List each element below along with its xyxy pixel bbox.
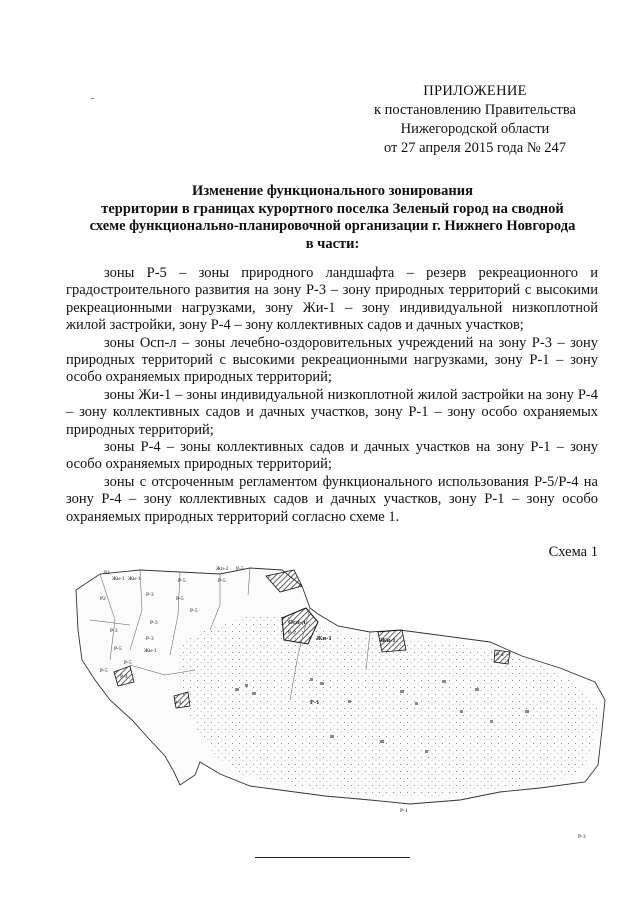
map-label: Р-4 — [120, 674, 128, 680]
appendix-line-2: Нижегородской области — [400, 121, 550, 137]
paragraph: зоны Жи-1 – зоны индивидуальной низкоплотной жилой застройки на зону Р-4 – зону коллективных садов и дачных участков, зону Р-1 – зону особо охраняемых природных территорий; — [66, 386, 598, 438]
map-label: Р2 — [100, 596, 106, 602]
map-label: Жи-1 — [128, 576, 141, 582]
footer-rule — [255, 857, 410, 858]
map-label: Р2 — [104, 570, 110, 576]
heading-line-3: схеме функционально-планировочной организации г. Нижнего Новгорода — [89, 218, 576, 234]
map-label: Р-5 — [178, 578, 186, 584]
heading-line-1: Изменение функционального зонирования — [192, 183, 473, 199]
map-label: Жи-1 — [316, 635, 332, 642]
heading-line-2: территории в границах курортного поселка Зеленый город на сводной — [101, 200, 564, 217]
map-label: Жи-1 — [112, 576, 125, 582]
map-label: Жи-2 — [216, 566, 229, 572]
paragraph: зоны Р-4 – зоны коллективных садов и дачных участков на зону Р-1 – зону особо охраняемых природных территорий; — [66, 439, 598, 473]
map-label: Р-4 — [496, 652, 504, 658]
map-label: Р-3 — [110, 628, 118, 634]
map-label: Р-5 — [124, 660, 132, 666]
scheme-caption: Схема 1 — [548, 544, 598, 560]
heading-line-4: в части: — [305, 235, 360, 252]
map-label: Р-1 — [400, 808, 408, 814]
paragraph: зоны Р-5 – зоны природного ландшафта – резерв рекреационного и градостроительного развития на зону Р-3 – зону природных территорий с высокими рекреационными нагрузками, зону Жи-1 – зону индивидуальной низкоплотной жилой застройки, зону Р-4 – зону коллективных садов и дачных участков; — [66, 265, 598, 334]
map-label: Р-3 — [288, 630, 296, 636]
map-label: Жи-1 — [380, 637, 396, 644]
map-label: Осп-л — [288, 619, 306, 626]
zoning-map — [70, 560, 610, 845]
map-label: Жи-1 — [144, 648, 157, 654]
appendix-line-3: от 27 апреля 2015 года № 247 — [383, 140, 567, 156]
map-label: Р-5 — [236, 566, 244, 572]
map-label: Р-4 — [174, 700, 182, 706]
stray-mark: - — [91, 93, 95, 104]
map-label: Р-5 — [176, 596, 184, 602]
paragraph: зоны с отсроченным регламентом функционального использования Р-5/Р-4 на зону Р-4 – зону коллективных садов и дачных участков, зону Р-1 – зону особо охраняемых природных территорий согласно схеме 1. — [66, 473, 598, 525]
map-label: Р-5 — [100, 668, 108, 674]
map-label: Р-3 — [146, 636, 154, 642]
document-heading — [60, 183, 605, 253]
map-label: Р-5 — [190, 608, 198, 614]
document-body — [66, 265, 598, 526]
map-label: Р-5 — [218, 578, 226, 584]
appendix-line-1: к постановлению Правительства — [374, 102, 576, 118]
paragraph: зоны Осп-л – зоны лечебно-оздоровительных учреждений на зону Р-3 – зону природных территорий с высокими рекреационными нагрузками, зону Р-1 – зону особо охраняемых природных территорий; — [66, 334, 598, 386]
map-label: Р-5 — [114, 646, 122, 652]
map-label: Р-1 — [310, 699, 320, 706]
appendix-header — [340, 82, 610, 158]
map-label: Р-3 — [146, 592, 154, 598]
appendix-title: ПРИЛОЖЕНИЕ — [423, 83, 527, 99]
map-label: Р-3 — [150, 620, 158, 626]
map-label: Р-3 — [578, 834, 586, 840]
